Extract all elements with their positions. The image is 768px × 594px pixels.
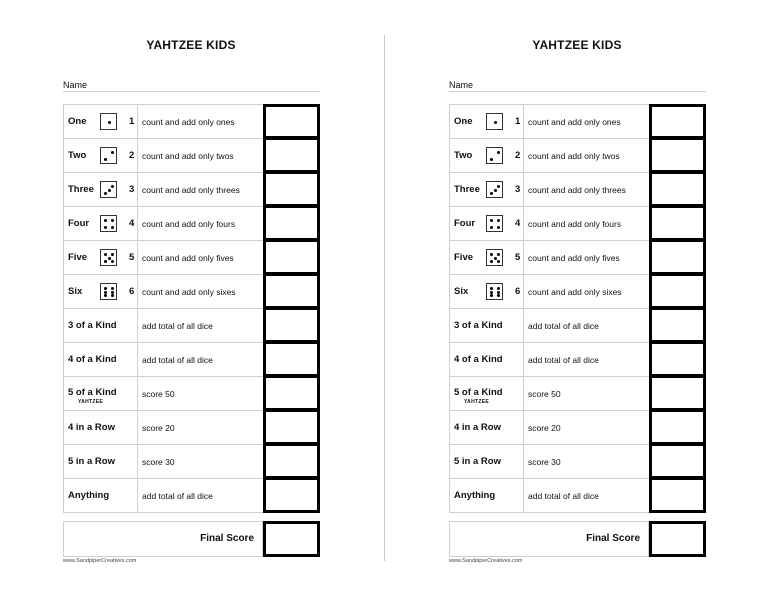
die-four-icon xyxy=(486,215,503,232)
category-cell xyxy=(63,104,137,138)
category-label: Three xyxy=(454,184,480,195)
die-pip xyxy=(497,185,500,188)
category-number: 1 xyxy=(515,116,521,127)
category-cell xyxy=(449,308,523,342)
die-pip xyxy=(111,260,114,263)
score-box[interactable] xyxy=(263,409,320,445)
score-table xyxy=(63,104,320,512)
category-rule: score 50 xyxy=(137,376,263,410)
final-score-row xyxy=(449,521,706,557)
category-cell xyxy=(449,138,523,172)
category-label: Six xyxy=(68,286,83,297)
category-label: Anything xyxy=(454,490,496,501)
score-box[interactable] xyxy=(649,239,706,275)
category-number: 4 xyxy=(129,218,135,229)
score-row xyxy=(63,206,320,240)
category-rule: count and add only threes xyxy=(137,172,263,206)
die-pip xyxy=(494,257,497,260)
die-six-icon xyxy=(486,283,503,300)
die-pip xyxy=(104,287,107,290)
score-box[interactable] xyxy=(263,137,320,173)
die-pip xyxy=(104,294,107,297)
category-rule: count and add only ones xyxy=(137,104,263,138)
category-cell xyxy=(63,274,137,308)
score-box[interactable] xyxy=(263,307,320,343)
final-score-label: Final Score xyxy=(200,533,254,544)
die-three-icon xyxy=(100,181,117,198)
final-score-label-cell xyxy=(63,521,263,557)
die-six-icon xyxy=(100,283,117,300)
score-row xyxy=(449,274,706,308)
category-number: 3 xyxy=(129,184,135,195)
die-pip xyxy=(490,260,493,263)
die-pip xyxy=(108,189,111,192)
die-pip xyxy=(490,219,493,222)
category-number: 2 xyxy=(129,150,135,161)
score-box[interactable] xyxy=(263,104,320,139)
score-row xyxy=(449,240,706,274)
die-pip xyxy=(111,287,114,290)
score-row xyxy=(63,104,320,138)
category-rule: add total of all dice xyxy=(137,478,263,513)
category-cell xyxy=(449,444,523,478)
score-box[interactable] xyxy=(649,409,706,445)
category-number: 3 xyxy=(515,184,521,195)
score-row xyxy=(63,138,320,172)
category-label: Six xyxy=(454,286,469,297)
category-rule: count and add only fives xyxy=(523,240,649,274)
score-box[interactable] xyxy=(649,341,706,377)
die-pip xyxy=(111,226,114,229)
category-rule: count and add only threes xyxy=(523,172,649,206)
die-pip xyxy=(111,294,114,297)
category-cell xyxy=(449,478,523,513)
category-label: Four xyxy=(68,218,90,229)
die-pip xyxy=(497,219,500,222)
die-pip xyxy=(111,151,114,154)
category-cell xyxy=(63,172,137,206)
category-cell xyxy=(449,172,523,206)
category-label: Two xyxy=(68,150,87,161)
die-pip xyxy=(497,294,500,297)
category-cell xyxy=(449,206,523,240)
score-row xyxy=(63,410,320,444)
die-pip xyxy=(497,260,500,263)
score-box[interactable] xyxy=(649,205,706,241)
category-label: Five xyxy=(68,252,88,263)
category-label: 3 of a Kind xyxy=(68,320,117,331)
die-two-icon xyxy=(100,147,117,164)
category-label: One xyxy=(454,116,473,127)
score-box[interactable] xyxy=(649,137,706,173)
score-row xyxy=(63,274,320,308)
die-pip xyxy=(104,253,107,256)
category-cell xyxy=(449,240,523,274)
score-row xyxy=(63,308,320,342)
category-rule: score 30 xyxy=(137,444,263,478)
category-number: 2 xyxy=(515,150,521,161)
die-two-icon xyxy=(486,147,503,164)
category-label: 4 of a Kind xyxy=(454,354,503,365)
die-pip xyxy=(108,121,111,124)
category-rule: count and add only twos xyxy=(137,138,263,172)
category-cell xyxy=(63,240,137,274)
score-row xyxy=(63,172,320,206)
category-rule: add total of all dice xyxy=(137,342,263,376)
die-pip xyxy=(104,158,107,161)
die-four-icon xyxy=(100,215,117,232)
score-row xyxy=(449,172,706,206)
category-number: 5 xyxy=(515,252,521,263)
category-sublabel: YAHTZEE xyxy=(78,399,103,405)
category-label: Two xyxy=(454,150,473,161)
category-label: Five xyxy=(454,252,474,263)
category-rule: add total of all dice xyxy=(523,342,649,376)
category-cell xyxy=(449,410,523,444)
category-label: Three xyxy=(68,184,94,195)
footer-url: www.SandpiperCreatives.com xyxy=(63,558,137,564)
category-rule: count and add only fours xyxy=(523,206,649,240)
score-row xyxy=(449,376,706,410)
footer-url: www.SandpiperCreatives.com xyxy=(449,558,523,564)
final-score-box[interactable] xyxy=(649,521,706,557)
die-pip xyxy=(111,185,114,188)
name-field[interactable] xyxy=(63,80,320,92)
scorecard-left xyxy=(62,0,322,594)
category-number: 4 xyxy=(515,218,521,229)
die-pip xyxy=(497,287,500,290)
category-cell xyxy=(63,376,137,410)
category-rule: add total of all dice xyxy=(523,478,649,513)
category-label: 4 in a Row xyxy=(454,422,501,433)
score-box[interactable] xyxy=(649,171,706,207)
die-pip xyxy=(104,192,107,195)
die-five-icon xyxy=(100,249,117,266)
die-pip xyxy=(490,226,493,229)
category-rule: count and add only fours xyxy=(137,206,263,240)
score-row xyxy=(63,376,320,410)
category-label: 4 of a Kind xyxy=(68,354,117,365)
category-cell xyxy=(63,308,137,342)
score-box[interactable] xyxy=(649,273,706,309)
score-row xyxy=(449,342,706,376)
scorecard-title: YAHTZEE KIDS xyxy=(146,38,236,52)
score-box[interactable] xyxy=(649,307,706,343)
category-cell xyxy=(63,478,137,513)
category-cell xyxy=(63,138,137,172)
score-row xyxy=(449,308,706,342)
category-rule: count and add only fives xyxy=(137,240,263,274)
category-rule: score 50 xyxy=(523,376,649,410)
cut-line-divider xyxy=(384,35,385,561)
final-score-row xyxy=(63,521,320,557)
score-row xyxy=(449,410,706,444)
score-row xyxy=(449,138,706,172)
category-rule: score 20 xyxy=(523,410,649,444)
category-number: 6 xyxy=(515,286,521,297)
category-cell xyxy=(449,376,523,410)
scorecard-title: YAHTZEE KIDS xyxy=(532,38,622,52)
category-cell xyxy=(63,342,137,376)
name-label: Name xyxy=(449,80,474,90)
die-pip xyxy=(490,294,493,297)
final-score-label-cell xyxy=(449,521,649,557)
category-number: 5 xyxy=(129,252,135,263)
category-rule: add total of all dice xyxy=(523,308,649,342)
category-label: 4 in a Row xyxy=(68,422,115,433)
category-label: One xyxy=(68,116,87,127)
die-pip xyxy=(104,219,107,222)
die-pip xyxy=(494,121,497,124)
die-one-icon xyxy=(486,113,503,130)
die-pip xyxy=(104,226,107,229)
score-row xyxy=(449,206,706,240)
category-label: 5 in a Row xyxy=(454,456,501,467)
category-rule: count and add only twos xyxy=(523,138,649,172)
score-table xyxy=(449,104,706,512)
final-score-label: Final Score xyxy=(586,533,640,544)
category-rule: add total of all dice xyxy=(137,308,263,342)
category-cell xyxy=(449,274,523,308)
score-box[interactable] xyxy=(263,171,320,207)
score-box[interactable] xyxy=(649,375,706,411)
score-row xyxy=(63,478,320,512)
category-sublabel: YAHTZEE xyxy=(464,399,489,405)
score-box[interactable] xyxy=(263,375,320,411)
category-rule: count and add only ones xyxy=(523,104,649,138)
die-pip xyxy=(490,158,493,161)
die-pip xyxy=(490,253,493,256)
die-pip xyxy=(494,189,497,192)
category-cell xyxy=(449,104,523,138)
score-row xyxy=(449,478,706,512)
score-box[interactable] xyxy=(263,205,320,241)
name-field[interactable] xyxy=(449,80,706,92)
die-pip xyxy=(104,260,107,263)
category-cell xyxy=(63,444,137,478)
score-box[interactable] xyxy=(263,477,320,513)
die-three-icon xyxy=(486,181,503,198)
die-five-icon xyxy=(486,249,503,266)
score-box[interactable] xyxy=(649,477,706,513)
die-pip xyxy=(490,192,493,195)
category-cell xyxy=(449,342,523,376)
score-row xyxy=(449,104,706,138)
category-label: 5 in a Row xyxy=(68,456,115,467)
score-row xyxy=(63,240,320,274)
category-label: 5 of a Kind xyxy=(454,387,503,398)
score-box[interactable] xyxy=(263,341,320,377)
category-rule: score 30 xyxy=(523,444,649,478)
score-row xyxy=(63,444,320,478)
category-cell xyxy=(63,410,137,444)
score-row xyxy=(63,342,320,376)
category-label: 5 of a Kind xyxy=(68,387,117,398)
category-number: 1 xyxy=(129,116,135,127)
die-pip xyxy=(111,219,114,222)
score-box[interactable] xyxy=(263,443,320,479)
score-row xyxy=(449,444,706,478)
score-box[interactable] xyxy=(649,104,706,139)
score-box[interactable] xyxy=(649,443,706,479)
category-label: Four xyxy=(454,218,476,229)
scorecard-right xyxy=(448,0,708,594)
category-label: Anything xyxy=(68,490,110,501)
category-label: 3 of a Kind xyxy=(454,320,503,331)
die-pip xyxy=(497,226,500,229)
die-pip xyxy=(490,287,493,290)
score-box[interactable] xyxy=(263,239,320,275)
category-number: 6 xyxy=(129,286,135,297)
name-label: Name xyxy=(63,80,88,90)
category-rule: score 20 xyxy=(137,410,263,444)
final-score-box[interactable] xyxy=(263,521,320,557)
category-rule: count and add only sixes xyxy=(137,274,263,308)
die-pip xyxy=(497,253,500,256)
die-one-icon xyxy=(100,113,117,130)
die-pip xyxy=(108,257,111,260)
category-cell xyxy=(63,206,137,240)
score-box[interactable] xyxy=(263,273,320,309)
die-pip xyxy=(497,151,500,154)
category-rule: count and add only sixes xyxy=(523,274,649,308)
die-pip xyxy=(111,253,114,256)
